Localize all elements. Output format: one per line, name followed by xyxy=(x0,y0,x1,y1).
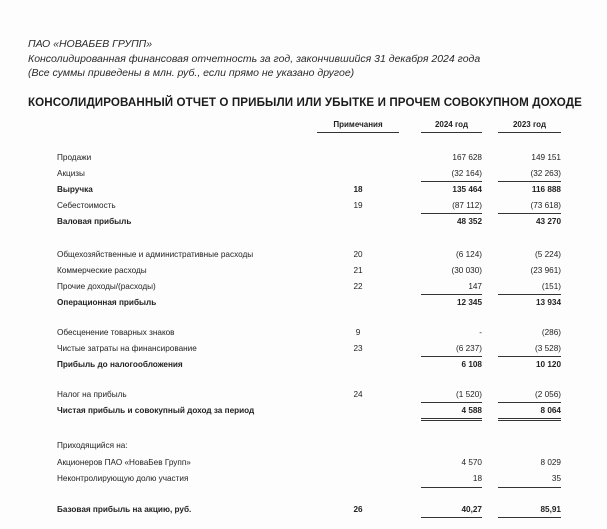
subtotal-rule xyxy=(421,294,482,295)
column-header-2024: 2024 год xyxy=(434,120,469,129)
subtotal-rule xyxy=(498,356,561,357)
row-value-2023: 35 xyxy=(551,474,561,483)
subtotal-rule xyxy=(421,356,482,357)
row-note: 18 xyxy=(353,185,363,194)
row-value-2023: 43 270 xyxy=(535,217,561,226)
row-label: Чистые затраты на финансирование xyxy=(57,344,197,353)
subtotal-rule xyxy=(421,402,482,403)
subtotal-rule xyxy=(421,487,482,488)
company-name: ПАО «НОВАБЕВ ГРУПП» xyxy=(28,38,153,50)
row-label: Операционная прибыль xyxy=(57,298,157,307)
table-row xyxy=(0,281,607,293)
table-row xyxy=(0,343,607,355)
eps-rule xyxy=(421,517,482,518)
table-row xyxy=(0,440,607,452)
units-note: (Все суммы приведены в млн. руб., если прямо не указано другое) xyxy=(28,67,355,79)
row-value-2024: - xyxy=(479,328,482,337)
row-label: Обесценение товарных знаков xyxy=(57,328,175,337)
row-note: 23 xyxy=(353,344,363,353)
subtotal-rule xyxy=(498,402,561,403)
column-header-2023: 2023 год xyxy=(512,120,547,129)
table-row xyxy=(0,265,607,277)
row-value-2023: 149 151 xyxy=(531,153,561,162)
table-row xyxy=(0,457,607,469)
row-value-2023: 10 120 xyxy=(535,360,561,369)
row-value-2024: (6 124) xyxy=(456,250,482,259)
row-value-2023: (3 528) xyxy=(535,344,561,353)
row-value-2024: 135 464 xyxy=(452,185,482,194)
row-value-2024: (87 112) xyxy=(452,201,482,210)
table-row xyxy=(0,152,607,164)
row-value-2023: 85,91 xyxy=(540,505,561,514)
subtotal-rule xyxy=(421,213,482,214)
subtotal-rule xyxy=(498,213,561,214)
row-value-2024: (30 030) xyxy=(451,266,482,275)
row-label: Базовая прибыль на акцию, руб. xyxy=(57,505,192,514)
table-row xyxy=(0,297,607,309)
statement-title: КОНСОЛИДИРОВАННЫЙ ОТЧЕТ О ПРИБЫЛИ ИЛИ УБЫТКЕ И ПРОЧЕМ СОВОКУПНОМ ДОХОДЕ xyxy=(28,96,582,109)
row-label: Продажи xyxy=(57,153,92,162)
row-value-2024: 48 352 xyxy=(456,217,482,226)
row-label: Акцизы xyxy=(57,169,85,178)
row-value-2024: (32 164) xyxy=(451,169,482,178)
row-value-2023: (2 056) xyxy=(535,390,561,399)
total-double-rule xyxy=(498,418,561,421)
row-value-2024: 4 588 xyxy=(461,406,482,415)
row-value-2023: 8 029 xyxy=(540,458,561,467)
row-note: 20 xyxy=(353,250,363,259)
row-value-2024: 40,27 xyxy=(461,505,482,514)
row-label: Налог на прибыль xyxy=(57,390,127,399)
row-value-2024: 167 628 xyxy=(452,153,482,162)
row-value-2024: 147 xyxy=(468,282,482,291)
row-label: Приходящийся на: xyxy=(57,441,128,450)
row-note: 22 xyxy=(353,282,363,291)
row-value-2024: (6 237) xyxy=(456,344,482,353)
row-label: Себестоимость xyxy=(57,201,116,210)
row-label: Неконтролирующую долю участия xyxy=(57,474,189,483)
table-row xyxy=(0,249,607,261)
row-label: Коммерческие расходы xyxy=(57,266,147,275)
row-label: Общехозяйственные и административные расходы xyxy=(57,250,254,259)
row-value-2023: 8 064 xyxy=(540,406,561,415)
row-value-2024: 12 345 xyxy=(456,298,482,307)
row-value-2024: 18 xyxy=(472,474,482,483)
table-row xyxy=(0,200,607,212)
row-label: Чистая прибыль и совокупный доход за период xyxy=(57,406,255,415)
row-note: 9 xyxy=(355,328,361,337)
row-value-2024: 4 570 xyxy=(461,458,482,467)
row-label: Валовая прибыль xyxy=(57,217,132,226)
row-label: Прочие доходы/(расходы) xyxy=(57,282,156,291)
table-row xyxy=(0,504,607,516)
subtotal-rule xyxy=(498,181,561,182)
row-note: 21 xyxy=(353,266,363,275)
row-value-2023: (5 224) xyxy=(535,250,561,259)
row-value-2023: (286) xyxy=(541,328,561,337)
row-label: Прибыль до налогообложения xyxy=(57,360,183,369)
row-value-2023: 116 888 xyxy=(531,185,561,194)
row-note: 19 xyxy=(353,201,363,210)
table-row xyxy=(0,473,607,485)
row-note: 26 xyxy=(353,505,363,514)
subtotal-rule xyxy=(498,294,561,295)
row-value-2024: 6 108 xyxy=(461,360,482,369)
row-label: Акционеров ПАО «НоваБев Групп» xyxy=(57,458,191,467)
row-value-2023: (151) xyxy=(541,282,561,291)
eps-rule xyxy=(498,517,561,518)
row-value-2023: 13 934 xyxy=(535,298,561,307)
header-underline xyxy=(421,132,482,133)
subtotal-rule xyxy=(498,487,561,488)
report-subtitle: Консолидированная финансовая отчетность за год, закончившийся 31 декабря 2024 года xyxy=(28,53,481,65)
table-row xyxy=(0,359,607,371)
header-underline xyxy=(498,132,561,133)
row-value-2023: (73 618) xyxy=(530,201,561,210)
table-row xyxy=(0,216,607,228)
total-double-rule xyxy=(421,418,482,421)
table-row xyxy=(0,405,607,417)
subtotal-rule xyxy=(421,181,482,182)
table-row xyxy=(0,389,607,401)
table-row xyxy=(0,168,607,180)
row-note: 24 xyxy=(353,390,363,399)
header-underline xyxy=(317,132,399,133)
row-value-2024: (1 520) xyxy=(456,390,482,399)
table-row xyxy=(0,327,607,339)
row-label: Выручка xyxy=(57,185,93,194)
column-header-notes: Примечания xyxy=(333,120,383,129)
row-value-2023: (23 961) xyxy=(530,266,561,275)
table-row xyxy=(0,184,607,196)
row-value-2023: (32 263) xyxy=(530,169,561,178)
